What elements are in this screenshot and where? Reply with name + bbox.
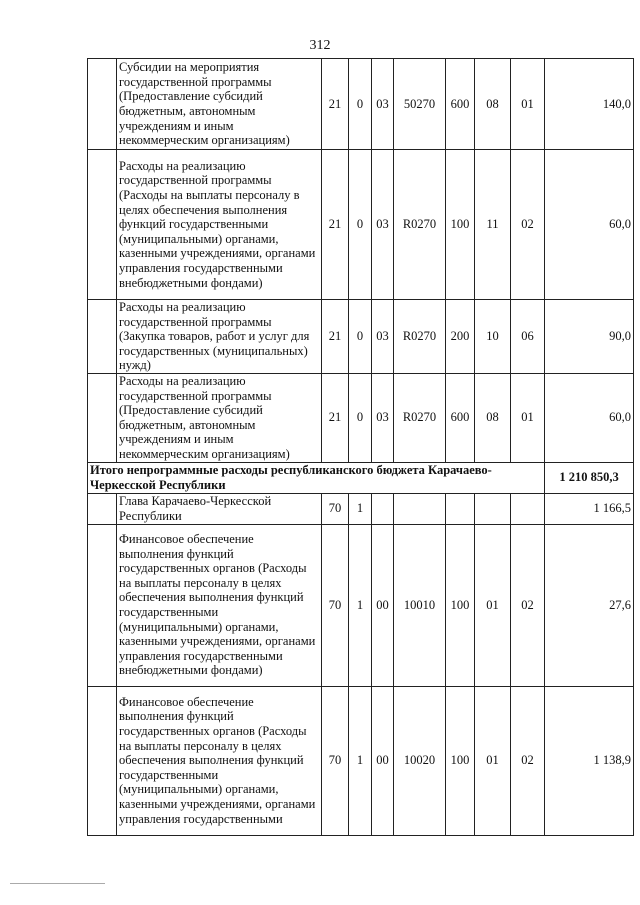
indent-cell [88,59,117,150]
code-cell: R0270 [394,150,446,300]
code-cell [475,493,511,524]
code-cell: 08 [475,59,511,150]
code-cell: 06 [511,300,545,374]
amount-cell: 60,0 [545,150,634,300]
code-cell: 03 [372,59,394,150]
item-name: Глава Карачаево-Черкесской Республики [117,493,322,524]
amount-cell: 1 166,5 [545,493,634,524]
item-name: Финансовое обеспечение выполнения функций государственных органов (Расходы на выплаты персоналу в целях обеспечения выполнения функций государственными (муниципальными) органами, казенными учреждениями, органами управления государственными [117,686,322,835]
code-cell [511,493,545,524]
scan-line [10,883,105,884]
code-cell: 02 [511,524,545,686]
indent-cell [88,373,117,462]
code-cell [372,493,394,524]
code-cell [446,493,475,524]
table-row [88,493,634,524]
code-cell: 100 [446,686,475,835]
code-cell: 0 [349,59,372,150]
code-cell: 21 [322,59,349,150]
code-cell: 1 [349,493,372,524]
code-cell: 21 [322,150,349,300]
code-cell: 03 [372,150,394,300]
total-amount: 1 210 850,3 [545,462,634,493]
code-cell: 10010 [394,524,446,686]
budget-table [87,58,634,836]
code-cell: 50270 [394,59,446,150]
code-cell: 01 [511,373,545,462]
table-row [88,373,634,462]
item-name: Расходы на реализацию государственной программы (Закупка товаров, работ и услуг для государственных (муниципальных) нужд) [117,300,322,374]
code-cell: R0270 [394,373,446,462]
code-cell: R0270 [394,300,446,374]
table-row [88,59,634,150]
indent-cell [88,686,117,835]
indent-cell [88,493,117,524]
code-cell: 70 [322,686,349,835]
code-cell: 0 [349,373,372,462]
code-cell: 21 [322,300,349,374]
code-cell: 1 [349,686,372,835]
code-cell: 10020 [394,686,446,835]
code-cell: 70 [322,524,349,686]
code-cell: 1 [349,524,372,686]
indent-cell [88,524,117,686]
code-cell: 0 [349,300,372,374]
code-cell: 10 [475,300,511,374]
table-row [88,686,634,835]
item-name: Субсидии на мероприятия государственной программы (Предоставление субсидий бюджетным, автономным учреждениям и иным некоммерческим организациям) [117,59,322,150]
code-cell: 600 [446,59,475,150]
table-row [88,524,634,686]
code-cell: 11 [475,150,511,300]
code-cell: 600 [446,373,475,462]
code-cell: 08 [475,373,511,462]
table-row [88,300,634,374]
amount-cell: 140,0 [545,59,634,150]
item-name: Финансовое обеспечение выполнения функций государственных органов (Расходы на выплаты персоналу в целях обеспечения выполнения функций государственными (муниципальными) органами, казенными учреждениями, органами управления государственными внебюджетными фондами) [117,524,322,686]
code-cell: 02 [511,150,545,300]
code-cell: 100 [446,524,475,686]
item-name: Расходы на реализацию государственной программы (Предоставление субсидий бюджетным, автономным учреждениям и иным некоммерческим организациям) [117,373,322,462]
code-cell [394,493,446,524]
code-cell: 70 [322,493,349,524]
amount-cell: 1 138,9 [545,686,634,835]
code-cell: 03 [372,373,394,462]
code-cell: 00 [372,686,394,835]
code-cell: 00 [372,524,394,686]
item-name: Расходы на реализацию государственной программы (Расходы на выплаты персоналу в целях обеспечения выполнения функций государственными (муниципальными) органами, казенными учреждениями, органами управления государственными внебюджетными фондами) [117,150,322,300]
amount-cell: 60,0 [545,373,634,462]
code-cell: 21 [322,373,349,462]
code-cell: 0 [349,150,372,300]
total-label: Итого непрограммные расходы республиканского бюджета Карачаево-Черкесской Республики [88,462,545,493]
code-cell: 01 [511,59,545,150]
page-number: 312 [309,38,331,53]
indent-cell [88,150,117,300]
code-cell: 02 [511,686,545,835]
amount-cell: 90,0 [545,300,634,374]
code-cell: 01 [475,524,511,686]
code-cell: 03 [372,300,394,374]
indent-cell [88,300,117,374]
code-cell: 01 [475,686,511,835]
code-cell: 100 [446,150,475,300]
amount-cell: 27,6 [545,524,634,686]
code-cell: 200 [446,300,475,374]
total-row [88,462,634,493]
table-row [88,150,634,300]
